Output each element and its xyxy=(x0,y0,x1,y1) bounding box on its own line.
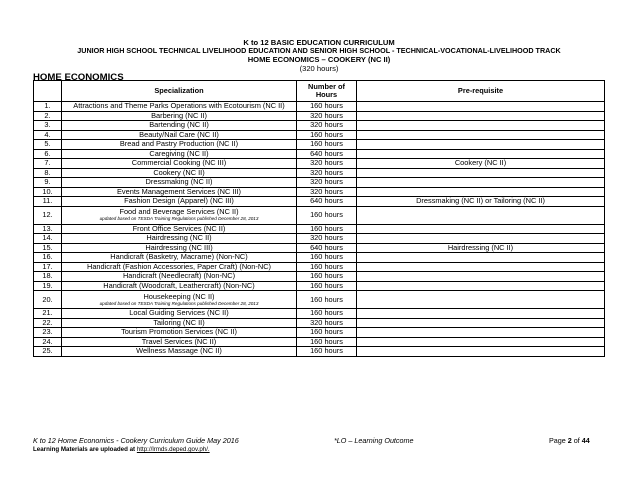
row-hours: 160 hours xyxy=(297,224,357,234)
row-number: 4. xyxy=(34,130,62,140)
specialization-name: Travel Services (NC II) xyxy=(141,337,217,346)
row-specialization xyxy=(62,309,297,319)
row-prerequisite: Cookery (NC II) xyxy=(357,159,605,169)
row-number: 8. xyxy=(34,168,62,178)
table-row xyxy=(34,140,605,150)
specialization-name: Tailoring (NC II) xyxy=(153,318,205,327)
row-specialization xyxy=(62,102,297,112)
row-specialization xyxy=(62,159,297,169)
row-hours: 320 hours xyxy=(297,318,357,328)
row-prerequisite xyxy=(357,224,605,234)
specialization-name: Handicraft (Fashion Accessories, Paper Craft) (Non-NC) xyxy=(86,262,271,271)
table-row xyxy=(34,111,605,121)
document-subtitle: JUNIOR HIGH SCHOOL TECHNICAL LIVELIHOOD EDUCATION AND SENIOR HIGH SCHOOL - TECHNICAL-VOCATIONAL-LIVELIHOOD TRACK xyxy=(77,46,561,55)
footer-learning-materials xyxy=(33,446,210,453)
row-hours: 160 hours xyxy=(297,337,357,347)
row-prerequisite xyxy=(357,130,605,140)
row-hours: 160 hours xyxy=(297,309,357,319)
row-specialization xyxy=(62,149,297,159)
page-prefix: Page xyxy=(549,436,568,445)
specialization-name: Handicraft (Needlecraft) (Non-NC) xyxy=(122,271,236,281)
row-number: 24. xyxy=(34,337,62,347)
row-specialization xyxy=(62,347,297,357)
row-prerequisite xyxy=(357,140,605,150)
row-number: 15. xyxy=(34,243,62,253)
row-prerequisite xyxy=(357,318,605,328)
table-body xyxy=(34,102,605,357)
lrmds-link[interactable]: http://lrmds.deped.gov.ph/. xyxy=(136,446,210,453)
row-number: 9. xyxy=(34,178,62,188)
row-number: 22. xyxy=(34,318,62,328)
row-specialization xyxy=(62,328,297,338)
table-row xyxy=(34,121,605,131)
row-specialization xyxy=(62,178,297,188)
page-total: 44 xyxy=(581,436,590,445)
header-hours: Number of Hours xyxy=(297,81,357,102)
specialization-name: Commercial Cooking (NC III) xyxy=(131,158,227,168)
specialization-name: Handicraft (Basketry, Macrame) (Non-NC) xyxy=(110,252,248,262)
footer-guide-title: K to 12 Home Economics - Cookery Curriculum Guide May 2016 xyxy=(33,436,239,445)
tesda-update-note: updated based on TESDA Training Regulations published December 28, 2013 xyxy=(99,300,259,306)
row-number: 1. xyxy=(34,102,62,112)
learning-materials-text: Learning Materials are uploaded at xyxy=(33,446,137,453)
course-hours: (320 hours) xyxy=(299,64,339,73)
table-row xyxy=(34,243,605,253)
specialization-name: Hairdressing (NC III) xyxy=(145,243,213,252)
specialization-name: Barbering (NC II) xyxy=(151,111,207,120)
specialization-name: Fashion Design (Apparel) (NC III) xyxy=(124,196,234,206)
page-number xyxy=(549,436,590,445)
row-hours: 320 hours xyxy=(297,121,357,131)
row-specialization xyxy=(62,187,297,197)
row-number: 14. xyxy=(34,234,62,244)
header-prerequisite: Pre-requisite xyxy=(357,81,605,102)
row-number: 20. xyxy=(34,291,62,309)
table-row xyxy=(34,328,605,338)
specialization-name: Handicraft (Woodcraft, Leathercraft) (Non-NC) xyxy=(103,281,255,290)
row-hours: 160 hours xyxy=(297,130,357,140)
footer-lo-note: *LO – Learning Outcome xyxy=(334,436,414,445)
row-specialization xyxy=(62,262,297,272)
header-number xyxy=(34,81,62,102)
row-hours: 640 hours xyxy=(297,149,357,159)
row-hours: 320 hours xyxy=(297,234,357,244)
row-number: 23. xyxy=(34,328,62,338)
row-prerequisite xyxy=(357,291,605,309)
row-number: 19. xyxy=(34,281,62,291)
row-specialization xyxy=(62,337,297,347)
row-prerequisite xyxy=(357,253,605,263)
table-header-row xyxy=(34,81,605,102)
row-number: 13. xyxy=(34,224,62,234)
row-hours: 160 hours xyxy=(297,140,357,150)
row-specialization xyxy=(62,291,297,309)
row-hours: 160 hours xyxy=(297,262,357,272)
table-row xyxy=(34,178,605,188)
row-prerequisite xyxy=(357,347,605,357)
row-number: 17. xyxy=(34,262,62,272)
row-hours: 640 hours xyxy=(297,197,357,207)
specialization-name: Hairdressing (NC II) xyxy=(146,233,212,243)
specialization-name: Events Management Services (NC III) xyxy=(116,187,242,196)
table-row xyxy=(34,281,605,291)
row-prerequisite xyxy=(357,102,605,112)
table-row xyxy=(34,168,605,178)
row-number: 10. xyxy=(34,187,62,197)
row-hours: 640 hours xyxy=(297,243,357,253)
row-hours: 320 hours xyxy=(297,187,357,197)
tesda-update-note: updated based on TESDA Training Regulations published December 28, 2013 xyxy=(99,216,259,222)
row-hours: 160 hours xyxy=(297,291,357,309)
row-number: 7. xyxy=(34,159,62,169)
document-title: K to 12 BASIC EDUCATION CURRICULUM xyxy=(243,38,395,47)
row-hours: 160 hours xyxy=(297,328,357,338)
specialization-name: Cookery (NC II) xyxy=(153,168,205,177)
row-prerequisite: Hairdressing (NC II) xyxy=(357,243,605,253)
row-hours: 160 hours xyxy=(297,281,357,291)
row-hours: 160 hours xyxy=(297,206,357,224)
row-prerequisite xyxy=(357,121,605,131)
table-row xyxy=(34,309,605,319)
row-specialization xyxy=(62,168,297,178)
row-specialization xyxy=(62,111,297,121)
row-prerequisite xyxy=(357,234,605,244)
specialization-name: Housekeeping (NC II) xyxy=(143,291,215,301)
row-prerequisite xyxy=(357,187,605,197)
specialization-name: Attractions and Theme Parks Operations with Ecotourism (NC II) xyxy=(73,101,285,111)
specialization-name: Wellness Massage (NC II) xyxy=(136,346,222,356)
row-specialization xyxy=(62,234,297,244)
row-specialization xyxy=(62,281,297,291)
row-hours: 160 hours xyxy=(297,272,357,282)
page-of: of xyxy=(571,436,582,445)
table-row xyxy=(34,206,605,224)
row-hours: 160 hours xyxy=(297,253,357,263)
row-hours: 320 hours xyxy=(297,178,357,188)
specialization-name: Bartending (NC II) xyxy=(149,120,209,130)
section-title: HOME ECONOMICS xyxy=(33,72,124,83)
table-row xyxy=(34,224,605,234)
table-row xyxy=(34,102,605,112)
header-specialization: Specialization xyxy=(62,81,297,102)
row-prerequisite xyxy=(357,149,605,159)
course-title: HOME ECONOMICS – COOKERY (NC II) xyxy=(247,55,391,64)
table-row xyxy=(34,337,605,347)
table-row xyxy=(34,291,605,309)
row-prerequisite xyxy=(357,206,605,224)
row-hours: 320 hours xyxy=(297,168,357,178)
table-row xyxy=(34,272,605,282)
row-specialization xyxy=(62,206,297,224)
row-prerequisite xyxy=(357,328,605,338)
row-number: 3. xyxy=(34,121,62,131)
row-hours: 160 hours xyxy=(297,102,357,112)
row-prerequisite xyxy=(357,168,605,178)
row-specialization xyxy=(62,197,297,207)
table-row xyxy=(34,262,605,272)
table-row xyxy=(34,318,605,328)
row-specialization xyxy=(62,224,297,234)
specialization-name: Caregiving (NC II) xyxy=(149,149,209,158)
row-specialization xyxy=(62,318,297,328)
row-hours: 320 hours xyxy=(297,159,357,169)
row-prerequisite xyxy=(357,309,605,319)
row-number: 21. xyxy=(34,309,62,319)
page-current: 2 xyxy=(567,436,572,445)
row-prerequisite xyxy=(357,281,605,291)
row-prerequisite xyxy=(357,272,605,282)
specialization-name: Beauty/Nail Care (NC II) xyxy=(139,130,219,139)
table-row xyxy=(34,149,605,159)
row-number: 12. xyxy=(34,206,62,224)
specialization-name: Food and Beverage Services (NC II) xyxy=(119,207,239,217)
row-prerequisite xyxy=(357,178,605,188)
row-number: 11. xyxy=(34,197,62,207)
table-row xyxy=(34,130,605,140)
specialization-table xyxy=(33,80,605,357)
row-specialization xyxy=(62,130,297,140)
row-specialization xyxy=(62,140,297,150)
row-specialization xyxy=(62,272,297,282)
table-row xyxy=(34,159,605,169)
row-hours: 160 hours xyxy=(297,347,357,357)
row-specialization xyxy=(62,243,297,253)
row-prerequisite xyxy=(357,262,605,272)
table-row xyxy=(34,347,605,357)
table-row xyxy=(34,234,605,244)
specialization-name: Tourism Promotion Services (NC II) xyxy=(121,327,237,337)
row-prerequisite xyxy=(357,111,605,121)
specialization-name: Bread and Pastry Production (NC II) xyxy=(119,139,239,149)
table-row xyxy=(34,197,605,207)
specialization-name: Dressmaking (NC II) xyxy=(145,177,213,187)
row-specialization xyxy=(62,253,297,263)
row-number: 18. xyxy=(34,272,62,282)
row-number: 16. xyxy=(34,253,62,263)
row-specialization xyxy=(62,121,297,131)
table-row xyxy=(34,187,605,197)
row-number: 25. xyxy=(34,347,62,357)
row-number: 6. xyxy=(34,149,62,159)
row-number: 5. xyxy=(34,140,62,150)
table-row xyxy=(34,253,605,263)
row-number: 2. xyxy=(34,111,62,121)
specialization-name: Local Guiding Services (NC II) xyxy=(129,308,229,318)
row-hours: 320 hours xyxy=(297,111,357,121)
row-prerequisite: Dressmaking (NC II) or Tailoring (NC II) xyxy=(357,197,605,207)
row-prerequisite xyxy=(357,337,605,347)
specialization-name: Front Office Services (NC II) xyxy=(132,224,226,233)
